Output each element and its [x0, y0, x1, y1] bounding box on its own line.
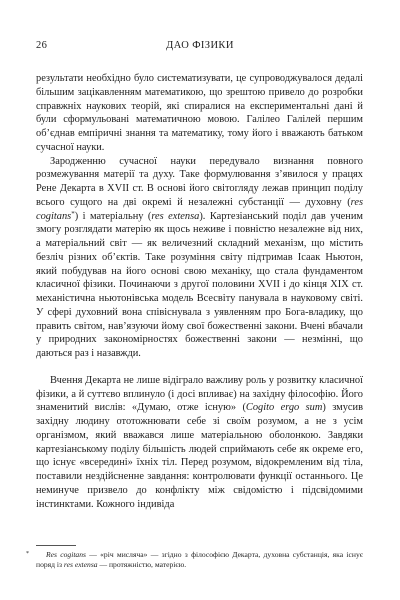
footnote [26, 550, 363, 570]
footnote-text-a: — «річ мисляча» — згідно з філософією Декарта, духовна субстанція, яка існує поряд із [36, 550, 363, 569]
footnote-text-b: — протяжністю, матерією. [97, 560, 187, 569]
page-number: 26 [36, 40, 48, 51]
paragraph-2-text-a: Зародженню сучасної науки передувало визнання повного розмежування матерії та духу. Таке формулювання з’явилося у працях Рене Декарта в XVII ст. В основі його світогляду лежав принцип поділу всього сущого на дві окремі й незалежні субстанції — духовну ( [36, 155, 363, 208]
paragraph-3-text-a: Вчення Декарта не лише відіграло важливу роль у розвитку класичної фізики, а й суттєво вплинуло (і досі впливає) на західну філософію. Його знаменитий вислів: «Думаю, отже існую» ( [36, 374, 363, 414]
term-res-extensa: res extensa [151, 210, 200, 222]
page-header [36, 40, 364, 54]
paragraph-3-text-b: ) змусив західну людину ототожнювати себе зі своїм розумом, а не з усім організмом, який вважався лише матеріальною оболонкою. Завдяки картезіанському поділу більшість людей сприймають себе як окреме его, що існує «всередині» їхніх тіл. Перед розумом, відокремленим від тіла, поставили нездійсненне завдання: контролювати функції останнього. Це неминуче призвело до конфлікту між свідомістю і підсвідомими інстинктами. Кожного індивіда [36, 402, 363, 510]
footnote-divider [36, 545, 76, 546]
paragraph-2 [36, 155, 363, 361]
paragraph-2-text-c: ). Картезіанський поділ дав ученим змогу розглядати матерію як щось неживе і повністю незалежне від них, а матеріальний світ — як величезний складний механізм, що містить безліч різних об’єктів. Таке розуміння світу підтримав Ісаак Ньютон, який побудував на його основі свою механіку, що стала фундаментом класичної фізики. Починаючи з другої половини XVII і до кінця XIX ст. механістична ньютонівська модель Всесвіту панувала в науковому світі. У сфері духовний вона співіснувала з уявленням про Бога-владику, що править світом, нав’язуючи йому свої божественні закони. Вчені вбачали у природних закономірностях божественні закони — незмінні, що даються раз і назавжди. [36, 210, 363, 359]
footnote-text [26, 550, 363, 570]
paragraph-1: результати необхідно було систематизувати, це супроводжувалося дедалі більшим зацікавленням математикою, що зрештою привело до розробки справжніх наукових теорій, які спиралися на експериментальні дані й були сформульовані математичною мовою. Галілео Галілей першим об’єднав емпіричні знання та математику, тому його і вважають батьком сучасної науки. [36, 73, 363, 153]
footnote-term-2: res extensa [63, 560, 98, 569]
running-title: ДАО ФІЗИКИ [166, 40, 234, 51]
footnote-marker: * [26, 551, 29, 557]
paragraph-3 [36, 374, 363, 512]
footnote-ref-marker[interactable]: * [71, 209, 75, 218]
term-cogito-ergo-sum: Cogito ergo sum [245, 402, 323, 414]
footnote-term: Res cogitans [46, 550, 86, 559]
paragraph-2-text-b: ) і матеріальну ( [74, 210, 152, 222]
term-res-cogitans: res cogitans [36, 196, 363, 222]
body-text [36, 72, 363, 511]
